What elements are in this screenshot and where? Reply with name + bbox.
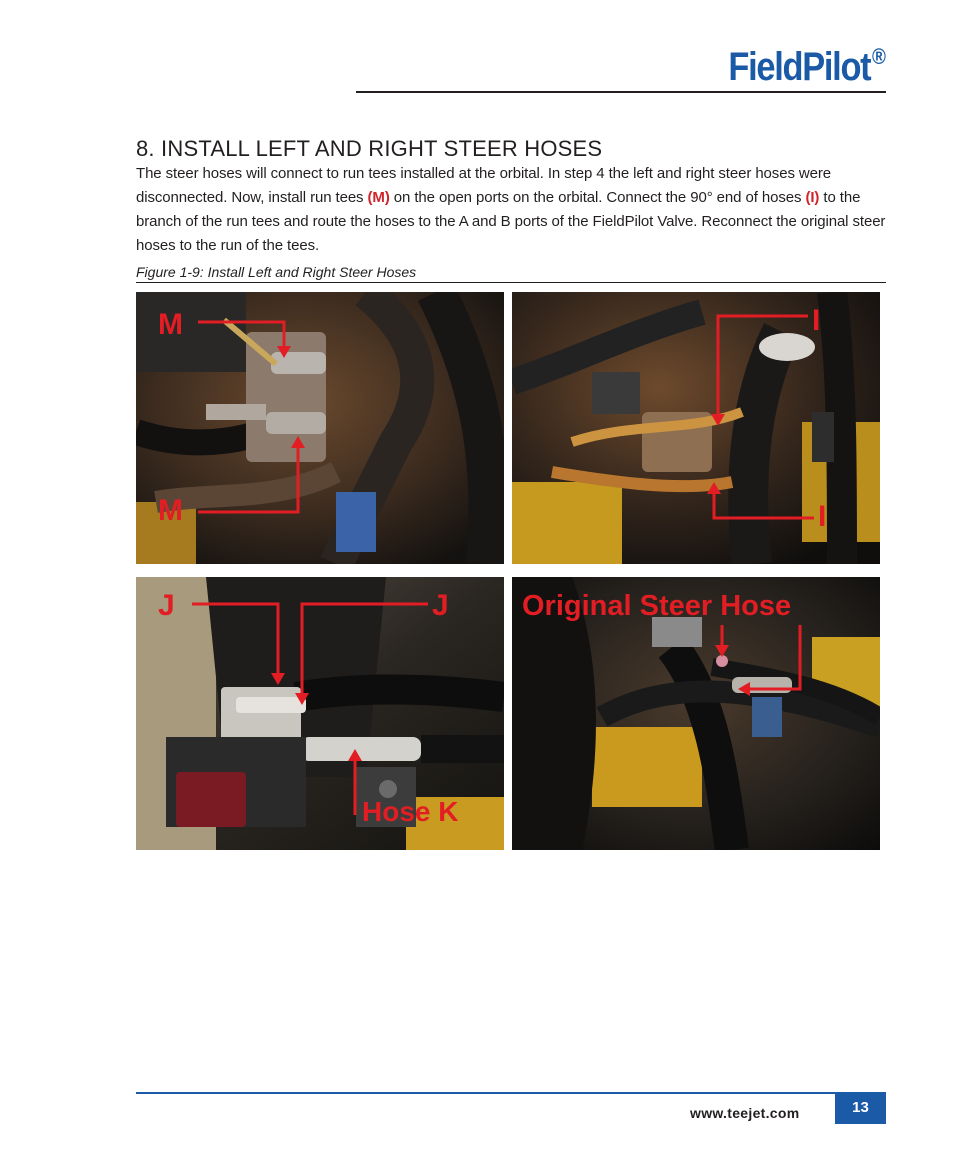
header-rule	[356, 91, 886, 93]
ref-m: (M)	[367, 189, 390, 206]
ref-i: (I)	[805, 189, 820, 206]
callout-label-i-top: I	[812, 304, 821, 337]
figure-caption: Figure 1-9: Install Left and Right Steer Hoses	[136, 264, 417, 280]
section-title: 8. INSTALL LEFT AND RIGHT STEER HOSES	[136, 136, 603, 161]
photo-run-tees	[136, 292, 504, 564]
brand-logo	[674, 44, 886, 90]
callout-label-m-top: M	[158, 308, 183, 341]
footer-url: www.teejet.com	[690, 1105, 800, 1121]
callout-label-hose-k: Hose K	[362, 796, 459, 827]
callout-label-original-steer-hose: Original Steer Hose	[522, 590, 792, 622]
photo-original-steer-hose	[512, 577, 880, 850]
footer-rule	[136, 1092, 886, 1094]
body-paragraph	[136, 162, 886, 258]
callout-label-i-bottom: I	[818, 500, 827, 533]
callout-label-j-right: J	[432, 589, 449, 622]
paragraph-part: The steer hoses will connect to run tees installed at the orbital. In step 4 the left and right steer hoses were disconnected. Now, install run tees	[136, 165, 832, 206]
paragraph-part: to the branch of the run tees and route the hoses to the A and B ports of the FieldPilot Valve. Reconnect the original steer hoses to the run of the tees.	[136, 189, 886, 254]
paragraph-part: on the open ports on the orbital. Connect the 90° end of hoses	[389, 189, 806, 206]
brand-name: FieldPilot	[728, 45, 871, 89]
callout-label-m-bottom: M	[158, 494, 183, 527]
photo-branch-hoses	[512, 292, 880, 564]
registered-mark: ®	[872, 44, 886, 69]
callout-label-j-left: J	[158, 589, 175, 622]
photo-fieldpilot-valve	[136, 577, 504, 850]
caption-rule	[136, 282, 886, 283]
page-number: 13	[835, 1094, 886, 1124]
